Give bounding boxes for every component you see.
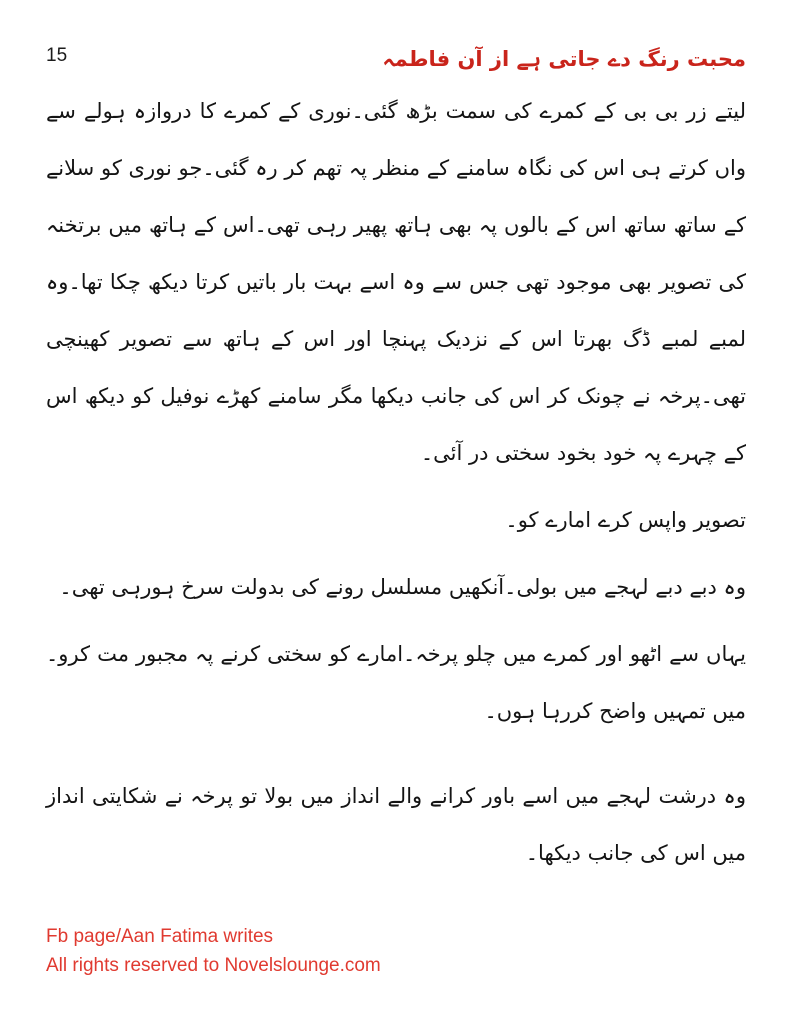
novel-paragraph: لیتے زر بی بی کے کمرے کی سمت بڑھ گئی۔نوری کے کمرے کا دروازہ ہولے سے واں کرتے ہی اس کی نگاہ سامنے کے منظر پہ تھم کر رہ گئی۔جو نوری کو سلانے کے ساتھ ساتھ اس کے بالوں پہ بھی ہاتھ پھیر رہی تھی۔اس کے ہاتھ میں برتخنہ کی تصویر بھی موجود تھی جس سے وہ اسے بہت بار باتیں کرتا دیکھ چکا تھا۔وہ لمبے لمبے ڈگ بھرتا اس کے نزدیک پہنچا اور اس کے ہاتھ سے تصویر کھینچی تھی۔پرخہ نے چونک کر اس کی جانب دیکھا مگر سامنے کھڑے نوفیل کو دیکھ اس کے چہرے پہ خود بخود سختی در آئی۔ xyxy=(46,99,746,466)
footer-copyright: All rights reserved to Novelslounge.com xyxy=(46,955,381,976)
page-footer-credits xyxy=(46,922,381,980)
novel-paragraph: وہ دبے دبے لہجے میں بولی۔آنکھیں مسلسل رونے کی بدولت سرخ ہورہی تھی۔ xyxy=(59,575,746,600)
novel-paragraph-dialogue: تصویر واپس کرے امارے کو۔ xyxy=(505,508,746,533)
footer-fb-page-credit: Fb page/Aan Fatima writes xyxy=(46,926,274,947)
novel-body-text xyxy=(0,73,792,882)
page-number: 15 xyxy=(46,45,68,66)
page-header-row xyxy=(0,0,792,73)
novel-paragraph: وہ درشت لہجے میں اسے باور کرانے والے انداز میں بولا تو پرخہ نے شکایتی انداز میں اس کی جانب دیکھا۔ xyxy=(46,784,746,866)
novel-paragraph-dialogue: یہاں سے اٹھو اور کمرے میں چلو پرخہ۔امارے کو سختی کرنے پہ مجبور مت کرو۔میں تمہیں واضح کررہا ہوں۔ xyxy=(46,642,746,724)
book-title-header: محبت رنگ دے جاتی ہے از آن فاطمہ xyxy=(382,47,746,71)
